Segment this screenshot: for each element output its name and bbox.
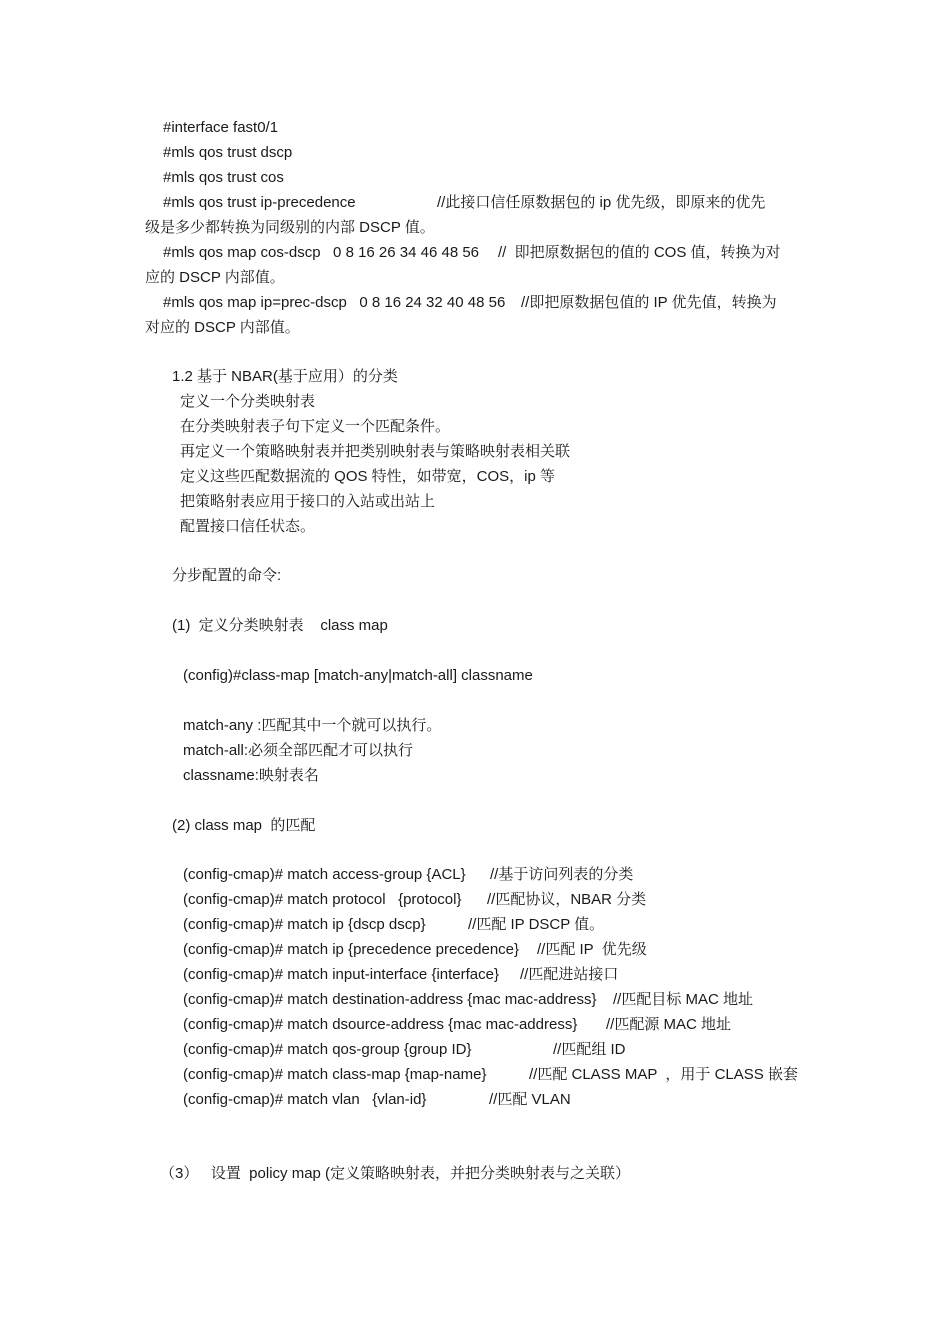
match-comment: //匹配协议，NBAR 分类 <box>487 891 647 908</box>
match-comment: //匹配 IP DSCP 值。 <box>468 916 605 933</box>
subheading-step-commands: 分步配置的命令: <box>172 567 282 584</box>
match-command: (config-cmap)# match ip {precedence precedence} <box>183 941 520 958</box>
code-line-trust-cos: #mls qos trust cos <box>163 169 284 186</box>
nbar-step: 在分类映射表子句下定义一个匹配条件。 <box>180 418 451 435</box>
comment-map-ip-prec-dscp-cont: 对应的 DSCP 内部值。 <box>145 319 300 336</box>
match-comment: //基于访问列表的分类 <box>490 866 634 883</box>
match-command: (config-cmap)# match destination-address {mac mac-address} <box>183 991 597 1008</box>
nbar-step: 定义这些匹配数据流的 QOS 特性，如带宽，COS，ip 等 <box>180 468 556 485</box>
step1-note: match-all:必须全部匹配才可以执行 <box>183 742 414 759</box>
step1-command: (config)#class-map [match-any|match-all] classname <box>183 667 533 684</box>
comment-trust-ip-precedence: //此接口信任原数据包的 ip 优先级，即原来的优先 <box>437 194 766 211</box>
section-heading-nbar: 1.2 基于 NBAR(基于应用）的分类 <box>172 368 398 385</box>
comment-map-cos-dscp-cont: 应的 DSCP 内部值。 <box>145 269 285 286</box>
match-comment: //匹配进站接口 <box>520 966 619 983</box>
nbar-step: 再定义一个策略映射表并把类别映射表与策略映射表相关联 <box>180 443 571 460</box>
code-line-trust-ip-precedence: #mls qos trust ip-precedence <box>163 194 356 211</box>
code-line-map-cos-dscp: #mls qos map cos-dscp 0 8 16 26 34 46 48 56 <box>163 244 480 261</box>
comment-map-ip-prec-dscp: //即把原数据包值的 IP 优先值，转换为 <box>521 294 777 311</box>
nbar-step: 把策略射表应用于接口的入站或出站上 <box>180 493 436 510</box>
comment-trust-ip-precedence-cont: 级是多少都转换为同级别的内部 DSCP 值。 <box>145 219 435 236</box>
match-comment: //匹配 IP 优先级 <box>537 941 647 958</box>
step1-note: classname:映射表名 <box>183 767 319 784</box>
match-command: (config-cmap)# match ip {dscp dscp} <box>183 916 426 933</box>
code-line-map-ip-prec-dscp: #mls qos map ip=prec-dscp 0 8 16 24 32 40 48 56 <box>163 294 506 311</box>
match-command: (config-cmap)# match dsource-address {mac mac-address} <box>183 1016 578 1033</box>
code-line-trust-dscp: #mls qos trust dscp <box>163 144 293 161</box>
match-command: (config-cmap)# match qos-group {group ID} <box>183 1041 472 1058</box>
comment-map-cos-dscp: // 即把原数据包的值的 COS 值，转换为对 <box>498 244 781 261</box>
match-command: (config-cmap)# match class-map {map-name} <box>183 1066 487 1083</box>
match-comment: //匹配组 ID <box>553 1041 626 1058</box>
step3-title: （3） 设置 policy map (定义策略映射表，并把分类映射表与之关联） <box>160 1165 631 1182</box>
step1-title: (1) 定义分类映射表 class map <box>172 617 388 634</box>
match-comment: //匹配 VLAN <box>489 1091 571 1108</box>
match-comment: //匹配源 MAC 地址 <box>606 1016 732 1033</box>
step2-title: (2) class map 的匹配 <box>172 817 316 834</box>
match-comment: //匹配目标 MAC 地址 <box>613 991 754 1008</box>
match-command: (config-cmap)# match access-group {ACL} <box>183 866 466 883</box>
nbar-step: 定义一个分类映射表 <box>180 393 316 410</box>
match-command: (config-cmap)# match input-interface {interface} <box>183 966 499 983</box>
step1-note: match-any :匹配其中一个就可以执行。 <box>183 717 442 734</box>
match-command: (config-cmap)# match protocol {protocol} <box>183 891 462 908</box>
nbar-step: 配置接口信任状态。 <box>180 518 316 535</box>
code-line-interface: #interface fast0/1 <box>163 119 279 136</box>
match-command: (config-cmap)# match vlan {vlan-id} <box>183 1091 427 1108</box>
match-comment: //匹配 CLASS MAP ，用于 CLASS 嵌套 <box>529 1066 798 1083</box>
